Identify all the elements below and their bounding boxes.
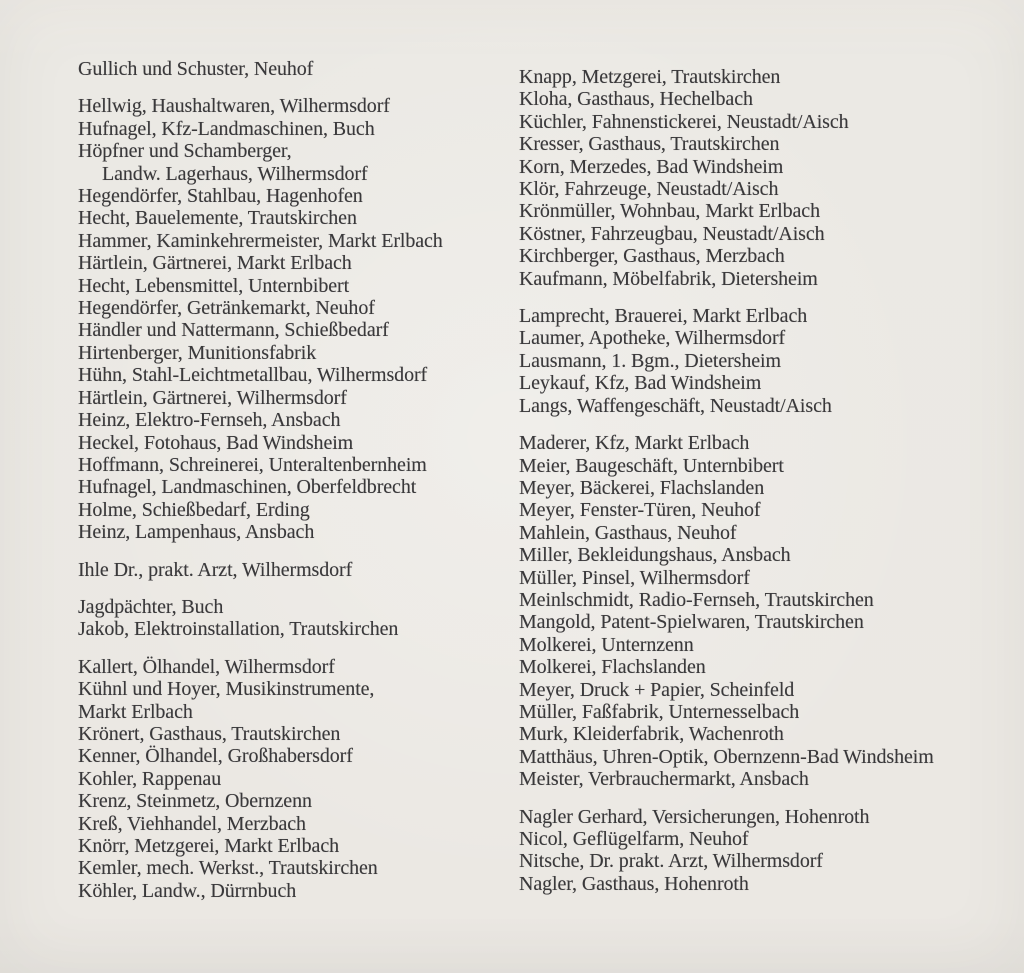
directory-line: Küchler, Fahnenstickerei, Neustadt/Aisch xyxy=(519,110,849,133)
directory-line: Hoffmann, Schreinerei, Unteraltenbernheim xyxy=(78,453,427,476)
directory-line: Hecht, Bauelemente, Trautskirchen xyxy=(78,207,357,230)
directory-line: Heckel, Fotohaus, Bad Windsheim xyxy=(78,431,354,454)
directory-line: Hegendörfer, Getränkemarkt, Neuhof xyxy=(78,297,375,320)
directory-line: Gullich und Schuster, Neuhof xyxy=(78,58,314,80)
directory-line: Kirchberger, Gasthaus, Merzbach xyxy=(519,245,785,268)
directory-line: Nagler Gerhard, Versicherungen, Hohenroth xyxy=(519,805,870,828)
directory-line: Lamprecht, Brauerei, Markt Erlbach xyxy=(519,305,808,328)
directory-line: Hirtenberger, Munitionsfabrik xyxy=(78,341,317,364)
directory-line: Kenner, Ölhandel, Großhabersdorf xyxy=(78,745,353,768)
right-column xyxy=(519,66,1019,895)
directory-line: Knörr, Metzgerei, Markt Erlbach xyxy=(78,835,339,857)
directory-line: Ihle Dr., prakt. Arzt, Wilhermsdorf xyxy=(78,558,353,581)
directory-line: Krenz, Steinmetz, Obernzenn xyxy=(78,790,312,813)
directory-line: Heinz, Elektro-Fernseh, Ansbach xyxy=(78,409,341,432)
directory-line: Meyer, Druck + Papier, Scheinfeld xyxy=(519,678,795,701)
directory-line: Hellwig, Haushaltwaren, Wilhermsdorf xyxy=(78,95,390,118)
directory-line: Maderer, Kfz, Markt Erlbach xyxy=(519,432,750,455)
directory-line: Hühn, Stahl-Leichtmetallbau, Wilhermsdorf xyxy=(78,364,428,387)
directory-line: Laumer, Apotheke, Wilhermsdorf xyxy=(519,327,786,350)
directory-line: Markt Erlbach xyxy=(78,700,193,723)
directory-line: Jakob, Elektroinstallation, Trautskirchen xyxy=(78,618,399,641)
entry-group xyxy=(78,656,523,902)
directory-line: Jagdpächter, Buch xyxy=(78,595,224,618)
directory-line: Langs, Waffengeschäft, Neustadt/Aisch xyxy=(519,394,832,417)
directory-line: Holme, Schießbedarf, Erding xyxy=(78,498,310,521)
entry-group xyxy=(78,95,523,543)
directory-line: Meyer, Bäckerei, Flachslanden xyxy=(519,476,765,499)
directory-line: Kresser, Gasthaus, Trautskirchen xyxy=(519,133,780,156)
directory-line: Kühnl und Hoyer, Musikinstrumente, xyxy=(78,678,375,701)
directory-line: Kaufmann, Möbelfabrik, Dietersheim xyxy=(519,267,818,290)
entry-group xyxy=(78,596,523,641)
directory-line: Höpfner und Schamberger, xyxy=(78,140,292,163)
directory-line: Härtlein, Gärtnerei, Wilhermsdorf xyxy=(78,386,347,409)
directory-line: Müller, Faßfabrik, Unternesselbach xyxy=(519,700,800,723)
left-column xyxy=(78,58,523,902)
entry-group xyxy=(519,432,1019,791)
directory-line: Hammer, Kaminkehrermeister, Markt Erlbach xyxy=(78,229,443,252)
directory-line: Lausmann, 1. Bgm., Dietersheim xyxy=(519,349,781,372)
directory-line: Köstner, Fahrzeugbau, Neustadt/Aisch xyxy=(519,222,825,245)
directory-line: Hufnagel, Landmaschinen, Oberfeldbrecht xyxy=(78,476,417,499)
directory-line: Korn, Merzedes, Bad Windsheim xyxy=(519,155,784,178)
directory-line: Knapp, Metzgerei, Trautskirchen xyxy=(519,66,781,88)
directory-line: Klör, Fahrzeuge, Neustadt/Aisch xyxy=(519,178,779,201)
directory-line: Molkerei, Unternzenn xyxy=(519,633,694,656)
directory-line: Hufnagel, Kfz-Landmaschinen, Buch xyxy=(78,117,375,140)
directory-line: Nagler, Gasthaus, Hohenroth xyxy=(519,872,749,895)
directory-line: Kloha, Gasthaus, Hechelbach xyxy=(519,88,753,111)
entry-group xyxy=(78,559,523,581)
directory-line: Molkerei, Flachslanden xyxy=(519,656,706,679)
entry-group xyxy=(519,66,1019,290)
directory-line: Meister, Verbrauchermarkt, Ansbach xyxy=(519,768,809,791)
directory-line: Hecht, Lebensmittel, Unternbibert xyxy=(78,274,350,297)
directory-line: Nitsche, Dr. prakt. Arzt, Wilhermsdorf xyxy=(519,850,823,873)
entry-group xyxy=(78,58,523,80)
directory-line: Kallert, Ölhandel, Wilhermsdorf xyxy=(78,655,335,678)
directory-line: Nicol, Geflügelfarm, Neuhof xyxy=(519,828,749,850)
directory-line: Landw. Lagerhaus, Wilhermsdorf xyxy=(102,162,368,185)
directory-line: Köhler, Landw., Dürrnbuch xyxy=(78,879,297,902)
directory-line: Kreß, Viehhandel, Merzbach xyxy=(78,812,306,835)
directory-line: Hegendörfer, Stahlbau, Hagenhofen xyxy=(78,185,363,208)
directory-line: Miller, Bekleidungshaus, Ansbach xyxy=(519,544,791,567)
directory-line: Krönmüller, Wohnbau, Markt Erlbach xyxy=(519,200,820,223)
directory-line: Härtlein, Gärtnerei, Markt Erlbach xyxy=(78,252,352,275)
directory-line: Kemler, mech. Werkst., Trautskirchen xyxy=(78,857,378,880)
directory-line: Mahlein, Gasthaus, Neuhof xyxy=(519,521,737,544)
entry-group xyxy=(519,806,1019,896)
directory-line: Meier, Baugeschäft, Unternbibert xyxy=(519,454,784,477)
directory-line: Mangold, Patent-Spielwaren, Trautskirchen xyxy=(519,611,864,634)
directory-line: Händler und Nattermann, Schießbedarf xyxy=(78,319,389,342)
directory-line: Kohler, Rappenau xyxy=(78,767,222,790)
entry-group xyxy=(519,305,1019,417)
directory-line: Murk, Kleiderfabrik, Wachenroth xyxy=(519,723,784,746)
directory-line: Meinlschmidt, Radio-Fernseh, Trautskirchen xyxy=(519,588,874,611)
directory-line: Müller, Pinsel, Wilhermsdorf xyxy=(519,566,750,589)
directory-line: Krönert, Gasthaus, Trautskirchen xyxy=(78,722,341,745)
directory-line: Leykauf, Kfz, Bad Windsheim xyxy=(519,372,762,395)
directory-line: Heinz, Lampenhaus, Ansbach xyxy=(78,521,315,544)
directory-line: Meyer, Fenster-Türen, Neuhof xyxy=(519,499,761,522)
directory-line: Matthäus, Uhren-Optik, Obernzenn-Bad Windsheim xyxy=(519,745,934,768)
